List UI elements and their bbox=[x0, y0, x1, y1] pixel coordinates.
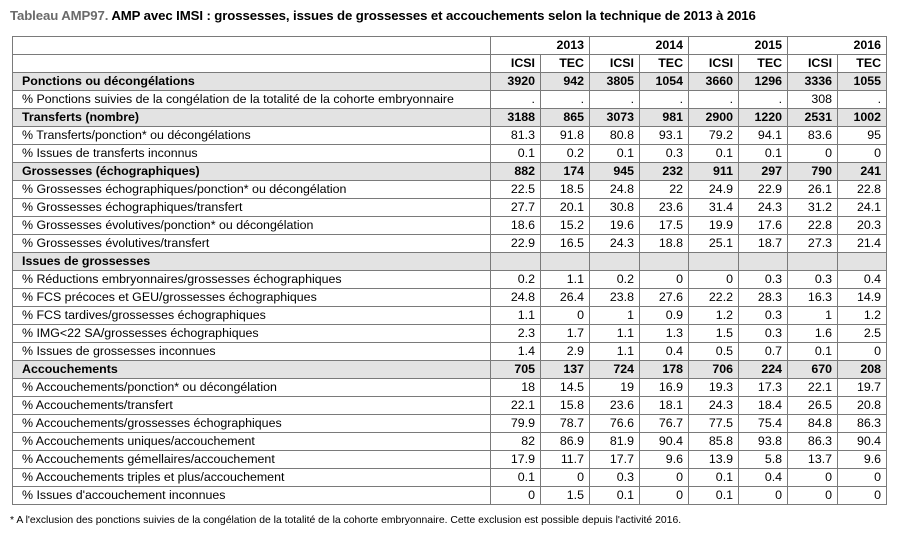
table-cell: 22.8 bbox=[838, 181, 887, 199]
year-header: 2013 bbox=[491, 37, 590, 55]
table-cell: 670 bbox=[788, 361, 838, 379]
table-cell: 706 bbox=[689, 361, 739, 379]
table-cell: 0 bbox=[788, 145, 838, 163]
technique-header: TEC bbox=[541, 55, 590, 73]
table-cell: 705 bbox=[491, 361, 541, 379]
table-cell: 1220 bbox=[739, 109, 788, 127]
table-cell: 1 bbox=[788, 307, 838, 325]
table-cell: 26.1 bbox=[788, 181, 838, 199]
table-cell: 24.8 bbox=[590, 181, 640, 199]
table-cell: 20.8 bbox=[838, 397, 887, 415]
table-cell: 865 bbox=[541, 109, 590, 127]
table-cell: 19.3 bbox=[689, 379, 739, 397]
year-header-row bbox=[13, 37, 887, 55]
table-cell: 24.9 bbox=[689, 181, 739, 199]
table-row bbox=[13, 289, 887, 307]
table-cell: 0.9 bbox=[640, 307, 689, 325]
table-cell: 26.5 bbox=[788, 397, 838, 415]
table-cell bbox=[689, 253, 739, 271]
table-row bbox=[13, 361, 887, 379]
table-row bbox=[13, 307, 887, 325]
table-cell: 82 bbox=[491, 433, 541, 451]
table-cell: 0.1 bbox=[491, 469, 541, 487]
table-cell bbox=[739, 253, 788, 271]
table-cell: 0 bbox=[788, 469, 838, 487]
table-cell: 3805 bbox=[590, 73, 640, 91]
table-row bbox=[13, 487, 887, 505]
table-cell: 1296 bbox=[739, 73, 788, 91]
table-cell: 20.3 bbox=[838, 217, 887, 235]
table-title bbox=[10, 8, 756, 23]
table-cell: 0.1 bbox=[491, 145, 541, 163]
table-cell: 9.6 bbox=[838, 451, 887, 469]
table-row bbox=[13, 415, 887, 433]
table-row bbox=[13, 433, 887, 451]
table-cell: 0.4 bbox=[739, 469, 788, 487]
row-label: % Ponctions suivies de la congélation de la totalité de la cohorte embryonnaire bbox=[13, 91, 491, 109]
row-label: % Accouchements/ponction* ou décongélation bbox=[13, 379, 491, 397]
table-cell: 0 bbox=[838, 487, 887, 505]
table-cell: 3920 bbox=[491, 73, 541, 91]
table-cell: 1.5 bbox=[541, 487, 590, 505]
table-cell: 232 bbox=[640, 163, 689, 181]
table-cell: 0.3 bbox=[590, 469, 640, 487]
row-label: % FCS précoces et GEU/grossesses échographiques bbox=[13, 289, 491, 307]
table-cell: 19.6 bbox=[590, 217, 640, 235]
table-row bbox=[13, 235, 887, 253]
table-cell: 14.9 bbox=[838, 289, 887, 307]
table-row bbox=[13, 451, 887, 469]
table-cell: 76.7 bbox=[640, 415, 689, 433]
table-cell: 0.1 bbox=[689, 145, 739, 163]
table-row bbox=[13, 127, 887, 145]
table-cell: 0 bbox=[640, 271, 689, 289]
table-cell: 79.9 bbox=[491, 415, 541, 433]
table-cell: 81.9 bbox=[590, 433, 640, 451]
table-row bbox=[13, 91, 887, 109]
table-cell: 95 bbox=[838, 127, 887, 145]
table-cell: . bbox=[590, 91, 640, 109]
technique-header-row bbox=[13, 55, 887, 73]
table-cell: 1.1 bbox=[590, 343, 640, 361]
table-cell: 17.6 bbox=[739, 217, 788, 235]
row-label: % FCS tardives/grossesses échographiques bbox=[13, 307, 491, 325]
table-cell: 86.3 bbox=[838, 415, 887, 433]
row-label: % Issues d'accouchement inconnues bbox=[13, 487, 491, 505]
table-cell: 25.1 bbox=[689, 235, 739, 253]
table-cell: 2.9 bbox=[541, 343, 590, 361]
table-cell bbox=[541, 253, 590, 271]
table-cell: 22.8 bbox=[788, 217, 838, 235]
table-cell: 23.6 bbox=[640, 199, 689, 217]
table-row bbox=[13, 217, 887, 235]
table-cell: 0.1 bbox=[788, 343, 838, 361]
table-row bbox=[13, 109, 887, 127]
table-cell: 18.7 bbox=[739, 235, 788, 253]
table-cell: 18.1 bbox=[640, 397, 689, 415]
section-row bbox=[13, 253, 887, 271]
table-cell: 0 bbox=[541, 469, 590, 487]
table-cell: 17.3 bbox=[739, 379, 788, 397]
table-cell: 79.2 bbox=[689, 127, 739, 145]
table-cell: 16.9 bbox=[640, 379, 689, 397]
table-number: Tableau AMP97. bbox=[10, 8, 109, 23]
table-cell: 3336 bbox=[788, 73, 838, 91]
row-label: % Accouchements uniques/accouchement bbox=[13, 433, 491, 451]
table-cell: 17.9 bbox=[491, 451, 541, 469]
table-cell: 19.7 bbox=[838, 379, 887, 397]
table-cell: 0.5 bbox=[689, 343, 739, 361]
table-cell: 22.9 bbox=[491, 235, 541, 253]
table-row bbox=[13, 145, 887, 163]
table-cell: 24.8 bbox=[491, 289, 541, 307]
table-cell: 297 bbox=[739, 163, 788, 181]
table-cell: 1002 bbox=[838, 109, 887, 127]
table-cell: 1.2 bbox=[838, 307, 887, 325]
table-cell: 23.8 bbox=[590, 289, 640, 307]
table-cell: 0 bbox=[541, 307, 590, 325]
table-cell: 18.6 bbox=[491, 217, 541, 235]
row-label: % Grossesses échographiques/transfert bbox=[13, 199, 491, 217]
table-cell: 1.1 bbox=[590, 325, 640, 343]
table-cell: 18.4 bbox=[739, 397, 788, 415]
table-cell: 27.6 bbox=[640, 289, 689, 307]
table-cell: 1.1 bbox=[541, 271, 590, 289]
table-cell: . bbox=[541, 91, 590, 109]
table-cell: 22.5 bbox=[491, 181, 541, 199]
table-cell: 15.2 bbox=[541, 217, 590, 235]
table-cell: 86.3 bbox=[788, 433, 838, 451]
table-cell: 0.1 bbox=[689, 487, 739, 505]
year-header: 2014 bbox=[590, 37, 689, 55]
table-cell: 77.5 bbox=[689, 415, 739, 433]
table-cell: 1.2 bbox=[689, 307, 739, 325]
table-cell: 0.2 bbox=[491, 271, 541, 289]
table-cell: 14.5 bbox=[541, 379, 590, 397]
table-cell: 84.8 bbox=[788, 415, 838, 433]
table-row bbox=[13, 73, 887, 91]
row-label: % Grossesses évolutives/ponction* ou décongélation bbox=[13, 217, 491, 235]
table-cell: 90.4 bbox=[838, 433, 887, 451]
table-cell: 0.2 bbox=[590, 271, 640, 289]
table-cell: 85.8 bbox=[689, 433, 739, 451]
table-cell: . bbox=[739, 91, 788, 109]
table-cell: 78.7 bbox=[541, 415, 590, 433]
table-cell: 94.1 bbox=[739, 127, 788, 145]
table-cell bbox=[640, 253, 689, 271]
table-cell: 1054 bbox=[640, 73, 689, 91]
table-cell: 11.7 bbox=[541, 451, 590, 469]
technique-header: TEC bbox=[739, 55, 788, 73]
table-cell: 981 bbox=[640, 109, 689, 127]
header-corner bbox=[13, 37, 491, 55]
table-cell: 2.5 bbox=[838, 325, 887, 343]
table-cell: 0.1 bbox=[739, 145, 788, 163]
table-cell: 18.8 bbox=[640, 235, 689, 253]
table-cell: 17.5 bbox=[640, 217, 689, 235]
table-cell: 22.2 bbox=[689, 289, 739, 307]
header-corner bbox=[13, 55, 491, 73]
table-cell: 9.6 bbox=[640, 451, 689, 469]
table-cell: 942 bbox=[541, 73, 590, 91]
table-cell: 22.9 bbox=[739, 181, 788, 199]
data-table bbox=[12, 36, 887, 505]
row-label: Ponctions ou décongélations bbox=[13, 73, 491, 91]
table-cell: . bbox=[640, 91, 689, 109]
table-cell: 2900 bbox=[689, 109, 739, 127]
table-cell: 0 bbox=[640, 469, 689, 487]
table-cell: 0 bbox=[838, 469, 887, 487]
table-cell: 0 bbox=[640, 487, 689, 505]
table-cell: 911 bbox=[689, 163, 739, 181]
table-cell bbox=[838, 253, 887, 271]
table-row bbox=[13, 199, 887, 217]
table-cell: 2.3 bbox=[491, 325, 541, 343]
table-cell: 0.3 bbox=[739, 325, 788, 343]
table-cell: 208 bbox=[838, 361, 887, 379]
year-header: 2016 bbox=[788, 37, 887, 55]
table-cell: 28.3 bbox=[739, 289, 788, 307]
row-label: % Issues de transferts inconnus bbox=[13, 145, 491, 163]
table-cell: 0.7 bbox=[739, 343, 788, 361]
table-cell: 93.8 bbox=[739, 433, 788, 451]
table-cell: 81.3 bbox=[491, 127, 541, 145]
table-cell: 0 bbox=[689, 271, 739, 289]
table-cell: 1.5 bbox=[689, 325, 739, 343]
table-cell: 22.1 bbox=[788, 379, 838, 397]
table-cell: 224 bbox=[739, 361, 788, 379]
row-label: % Accouchements/grossesses échographiques bbox=[13, 415, 491, 433]
technique-header: ICSI bbox=[491, 55, 541, 73]
table-cell: 23.6 bbox=[590, 397, 640, 415]
table-cell: 22.1 bbox=[491, 397, 541, 415]
table-cell: 241 bbox=[838, 163, 887, 181]
table-row bbox=[13, 325, 887, 343]
technique-header: ICSI bbox=[590, 55, 640, 73]
table-cell bbox=[491, 253, 541, 271]
table-cell: 0 bbox=[838, 343, 887, 361]
row-label: % Grossesses évolutives/transfert bbox=[13, 235, 491, 253]
technique-header: ICSI bbox=[788, 55, 838, 73]
table-cell: 724 bbox=[590, 361, 640, 379]
table-cell: 16.3 bbox=[788, 289, 838, 307]
table-cell: 0.3 bbox=[739, 307, 788, 325]
row-label: % Accouchements/transfert bbox=[13, 397, 491, 415]
table-cell: 0.4 bbox=[640, 343, 689, 361]
table-row bbox=[13, 469, 887, 487]
table-cell: 1 bbox=[590, 307, 640, 325]
table-cell: 19 bbox=[590, 379, 640, 397]
table-cell: . bbox=[491, 91, 541, 109]
table-cell: 0 bbox=[838, 145, 887, 163]
table-cell: 0.1 bbox=[590, 487, 640, 505]
row-label: % Transferts/ponction* ou décongélations bbox=[13, 127, 491, 145]
table-cell: 24.3 bbox=[739, 199, 788, 217]
table-cell: 21.4 bbox=[838, 235, 887, 253]
table-cell: 80.8 bbox=[590, 127, 640, 145]
table-cell: 18.5 bbox=[541, 181, 590, 199]
technique-header: ICSI bbox=[689, 55, 739, 73]
row-label: Accouchements bbox=[13, 361, 491, 379]
table-cell: 1.7 bbox=[541, 325, 590, 343]
table-row bbox=[13, 343, 887, 361]
table-row bbox=[13, 379, 887, 397]
table-cell: 22 bbox=[640, 181, 689, 199]
table-cell: 0.3 bbox=[640, 145, 689, 163]
table-title-text: AMP avec IMSI : grossesses, issues de grossesses et accouchements selon la technique de 2013 à 2016 bbox=[108, 8, 756, 23]
table-cell: . bbox=[838, 91, 887, 109]
table-cell: 83.6 bbox=[788, 127, 838, 145]
table-cell: 1.1 bbox=[491, 307, 541, 325]
table-cell: 1055 bbox=[838, 73, 887, 91]
row-label: % Réductions embryonnaires/grossesses échographiques bbox=[13, 271, 491, 289]
row-label: Transferts (nombre) bbox=[13, 109, 491, 127]
table-cell: 308 bbox=[788, 91, 838, 109]
table-cell: 24.1 bbox=[838, 199, 887, 217]
year-header: 2015 bbox=[689, 37, 788, 55]
table-cell: 178 bbox=[640, 361, 689, 379]
table-cell: 0 bbox=[491, 487, 541, 505]
table-cell: 0 bbox=[788, 487, 838, 505]
table-cell: 75.4 bbox=[739, 415, 788, 433]
table-cell: 20.1 bbox=[541, 199, 590, 217]
table-cell: 2531 bbox=[788, 109, 838, 127]
row-label: Issues de grossesses bbox=[13, 253, 491, 271]
table-cell bbox=[590, 253, 640, 271]
footnote: * A l'exclusion des ponctions suivies de la congélation de la totalité de la cohorte embryonnaire. Cette exclusion est possible depuis l'activité 2016. bbox=[10, 515, 682, 526]
table-cell: 1.3 bbox=[640, 325, 689, 343]
table-cell: 0.4 bbox=[838, 271, 887, 289]
table-cell: 13.7 bbox=[788, 451, 838, 469]
table-cell: 27.7 bbox=[491, 199, 541, 217]
table-cell: 945 bbox=[590, 163, 640, 181]
table-cell: 882 bbox=[491, 163, 541, 181]
table-cell: . bbox=[689, 91, 739, 109]
table-cell: 90.4 bbox=[640, 433, 689, 451]
table-cell: 17.7 bbox=[590, 451, 640, 469]
technique-header: TEC bbox=[838, 55, 887, 73]
technique-header: TEC bbox=[640, 55, 689, 73]
table-cell: 86.9 bbox=[541, 433, 590, 451]
table-cell: 93.1 bbox=[640, 127, 689, 145]
table-cell: 30.8 bbox=[590, 199, 640, 217]
table-cell: 27.3 bbox=[788, 235, 838, 253]
table-cell: 1.6 bbox=[788, 325, 838, 343]
table-cell: 790 bbox=[788, 163, 838, 181]
table-cell: 137 bbox=[541, 361, 590, 379]
table-row bbox=[13, 163, 887, 181]
table-cell: 31.2 bbox=[788, 199, 838, 217]
table-cell: 5.8 bbox=[739, 451, 788, 469]
table-cell: 91.8 bbox=[541, 127, 590, 145]
table-row bbox=[13, 397, 887, 415]
row-label: % Accouchements gémellaires/accouchement bbox=[13, 451, 491, 469]
table-cell: 0.2 bbox=[541, 145, 590, 163]
table-body bbox=[13, 73, 887, 505]
table-cell: 18 bbox=[491, 379, 541, 397]
table-row bbox=[13, 181, 887, 199]
table-cell: 19.9 bbox=[689, 217, 739, 235]
table-cell bbox=[788, 253, 838, 271]
table-cell: 26.4 bbox=[541, 289, 590, 307]
table-cell: 3188 bbox=[491, 109, 541, 127]
row-label: % IMG<22 SA/grossesses échographiques bbox=[13, 325, 491, 343]
row-label: Grossesses (échographiques) bbox=[13, 163, 491, 181]
table-cell: 31.4 bbox=[689, 199, 739, 217]
table-cell: 1.4 bbox=[491, 343, 541, 361]
table-row bbox=[13, 271, 887, 289]
row-label: % Issues de grossesses inconnues bbox=[13, 343, 491, 361]
row-label: % Accouchements triples et plus/accouchement bbox=[13, 469, 491, 487]
table-cell: 3660 bbox=[689, 73, 739, 91]
table-cell: 174 bbox=[541, 163, 590, 181]
table-cell: 3073 bbox=[590, 109, 640, 127]
table-cell: 0.3 bbox=[788, 271, 838, 289]
table-cell: 16.5 bbox=[541, 235, 590, 253]
row-label: % Grossesses échographiques/ponction* ou décongélation bbox=[13, 181, 491, 199]
table-cell: 13.9 bbox=[689, 451, 739, 469]
table-cell: 15.8 bbox=[541, 397, 590, 415]
table-cell: 0 bbox=[739, 487, 788, 505]
table-cell: 24.3 bbox=[689, 397, 739, 415]
table-cell: 76.6 bbox=[590, 415, 640, 433]
table-cell: 0.1 bbox=[689, 469, 739, 487]
table-cell: 0.1 bbox=[590, 145, 640, 163]
table-cell: 0.3 bbox=[739, 271, 788, 289]
table-cell: 24.3 bbox=[590, 235, 640, 253]
